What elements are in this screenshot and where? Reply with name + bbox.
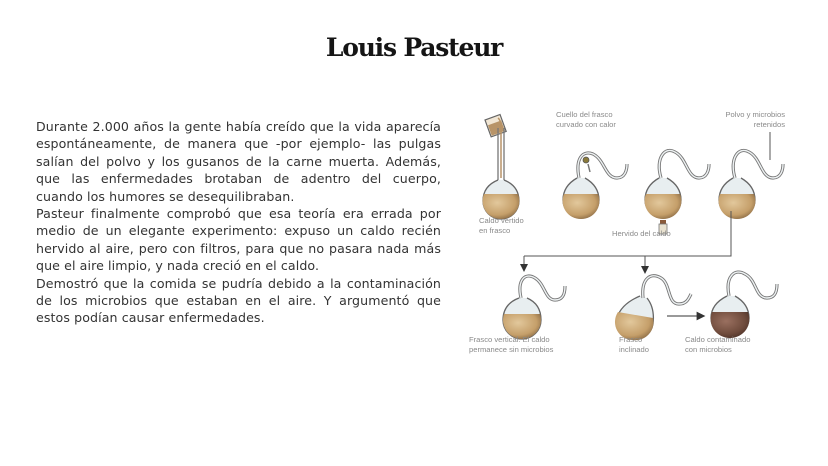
body-text [36, 118, 441, 327]
label-step-2: Cuello del frasco curvado con calor [556, 110, 616, 129]
paragraph-1: Durante 2.000 años la gente había creído que la vida aparecía espontáneamente, de manera que -por ejemplo- las pulgas salían del polvo y los gusanos de la carne muerta. Además, que las enfermedades brotaban de adentro del cuerpo, cuando los humores se desequilibraban. [36, 119, 441, 204]
label-step-1: Caldo vertido en frasco [479, 216, 524, 235]
flask-4-retained [719, 132, 783, 219]
label-step-6: Frasco inclinado [619, 335, 649, 354]
label-step-4: Polvo y microbios retenidos [725, 110, 785, 129]
flask-1-pouring [483, 115, 520, 219]
label-step-5: Frasco vertical. El caldo permanece sin microbios [469, 335, 554, 354]
flask-2-curved [563, 153, 627, 219]
page-title: Louis Pasteur [325, 33, 503, 62]
label-step-3: Hervido del caldo [612, 229, 671, 238]
flask-6-tilted [615, 276, 701, 340]
paragraph-2: Pasteur finalmente comprobó que esa teoría era errada por medio de un elegante experimento: expuso un caldo recién hervido al aire, pero con filtros, para que no pasara nada más que el aire limpio, y nada creció en el caldo. [36, 206, 441, 274]
swan-neck-flask-diagram [455, 98, 805, 373]
flask-3-boiling [645, 150, 709, 234]
flow-connector [524, 211, 731, 270]
flask-5-vertical [503, 276, 565, 339]
flask-7-contaminated [711, 272, 777, 338]
label-step-7: Caldo contaminado con microbios [685, 335, 751, 354]
paragraph-3: Demostró que la comida se pudría debido a la contaminación de los microbios que estaban en el aire. Y argumentó que estos podían causar enfermedades. [36, 275, 441, 326]
